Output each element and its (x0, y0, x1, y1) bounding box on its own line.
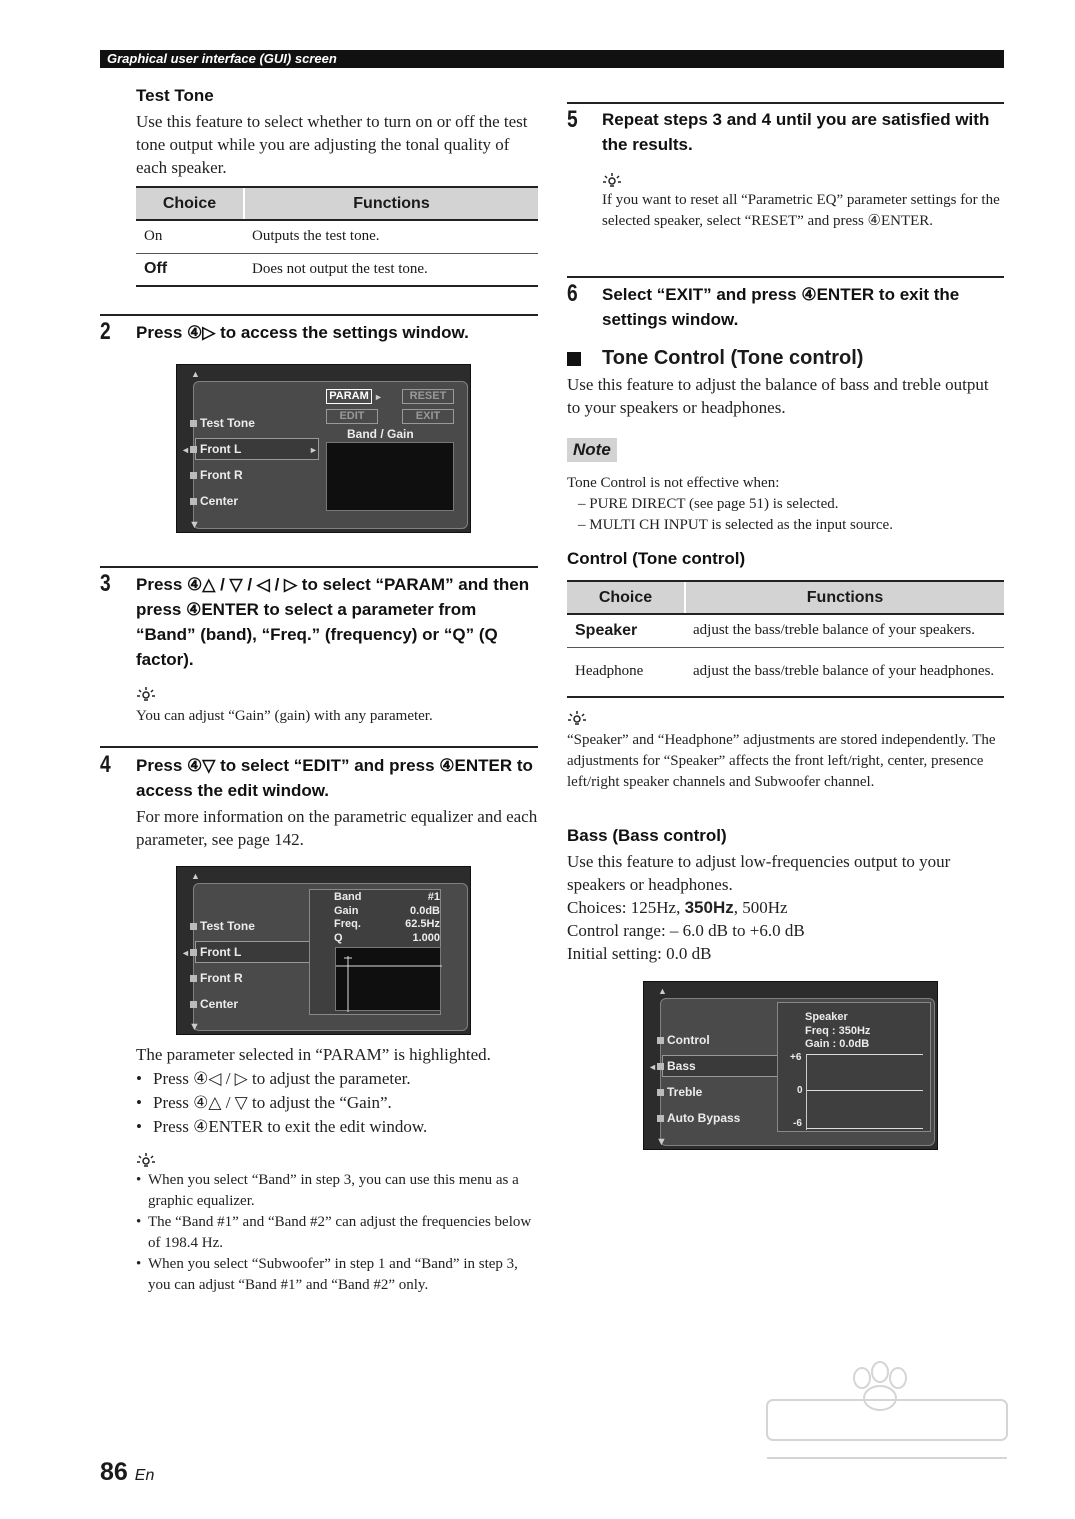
param-row: Gain 0.0dB (334, 904, 440, 917)
step-2-text: Press ④▷ to access the settings window. (136, 323, 469, 342)
note-list (578, 494, 1004, 536)
page-header (100, 50, 1004, 68)
step-3-text: Press ④△ / ▽ / ◁ / ▷ to select “PARAM” and then press ④ENTER to select a parameter from “Band” (band), “Freq.” (frequency) or “Q” (Q factor). (136, 575, 530, 669)
list-item: • When you select “Subwoofer” in step 1 and “Band” in step 3, you can adjust “Band #1” and “Band #2” only. (136, 1256, 518, 1293)
control-heading: Control (Tone control) (567, 549, 746, 568)
step-number: 3 (100, 570, 111, 597)
table-header-choice: Choice (567, 581, 685, 614)
graph-label: Band / Gain (347, 427, 414, 441)
param-list (334, 891, 440, 945)
eq-graph (326, 442, 454, 511)
scale-label: -6 (793, 1118, 802, 1129)
menu-item[interactable]: Front R (190, 971, 243, 985)
param-row: Q 1.000 (334, 931, 440, 944)
scroll-up-icon: ▲ (191, 871, 200, 881)
bass-range: Control range: – 6.0 dB to +6.0 dB (567, 921, 805, 940)
table-cell-function: adjust the bass/treble balance of your speakers. (685, 614, 1004, 647)
menu-item[interactable]: Center (190, 997, 238, 1011)
exit-button[interactable]: EXIT (402, 409, 454, 424)
list-item: • Press ④△ / ▽ to adjust the “Gain”. (136, 1093, 392, 1112)
edit-notes-intro: The parameter selected in “PARAM” is highlighted. (136, 1045, 491, 1064)
list-item: • Press ④ENTER to exit the edit window. (136, 1117, 428, 1136)
param-row: Band #1 (334, 891, 440, 903)
test-tone-description: Use this feature to select whether to turn on or off the test tone output while you are adjusting the tonal quality of each speaker. (136, 112, 528, 177)
bass-initial: Initial setting: 0.0 dB (567, 944, 712, 963)
menu-item[interactable]: Front R (190, 468, 243, 482)
step-number: 2 (100, 318, 111, 345)
step-rule (100, 314, 538, 316)
gui-screen-edit (176, 866, 471, 1035)
table-cell-choice: Speaker (567, 614, 685, 647)
menu-item[interactable]: Center (190, 494, 238, 508)
scroll-up-icon: ▲ (658, 986, 667, 996)
scale-label: +6 (790, 1052, 802, 1063)
step-rule (567, 276, 1004, 278)
step-rule (100, 566, 538, 568)
test-tone-table (136, 186, 538, 287)
menu-item[interactable]: Front L (190, 945, 241, 959)
note-label: Note (567, 438, 617, 462)
scroll-down-icon: ▼ (656, 1136, 667, 1148)
left-arrow-icon: ◄ (181, 948, 190, 958)
left-arrow-icon: ◄ (181, 445, 190, 455)
reset-button[interactable]: RESET (402, 389, 454, 404)
cursor-arrow-icon: ► (374, 392, 383, 402)
test-tone-heading: Test Tone (136, 86, 214, 105)
tip-icon (567, 710, 587, 726)
default-choice: 350Hz (684, 898, 734, 917)
tone-info: Speaker Freq : 350Hz Gain : 0.0dB (805, 1011, 871, 1050)
bass-heading: Bass (Bass control) (567, 826, 727, 845)
list-item: • When you select “Band” in step 3, you can use this menu as a graphic equalizer. (136, 1172, 519, 1209)
step-5-tip: If you want to reset all “Parametric EQ” parameter settings for the selected speaker, select “RESET” and press ④ENTER. (602, 192, 1000, 229)
control-table (567, 580, 1004, 698)
table-cell-choice: Off (136, 253, 244, 286)
step-6-text: Select “EXIT” and press ④ENTER to exit the settings window. (602, 285, 960, 329)
section-bullet-icon (567, 352, 581, 366)
table-cell-choice: On (136, 220, 244, 253)
list-item: • Press ④◁ / ▷ to adjust the parameter. (136, 1069, 411, 1088)
table-row (567, 647, 1004, 697)
scroll-down-icon: ▼ (189, 519, 200, 531)
table-cell-function: adjust the bass/treble balance of your headphones. (685, 647, 1004, 697)
tip-icon (136, 686, 156, 702)
table-cell-function: Outputs the test tone. (244, 220, 538, 253)
menu-item[interactable]: Front L (190, 442, 241, 456)
bass-description: Use this feature to adjust low-frequencies output to your speakers or headphones. (567, 852, 951, 894)
scale-label: 0 (797, 1085, 803, 1096)
tip-icon (136, 1152, 156, 1168)
menu-item[interactable]: Bass (657, 1059, 696, 1073)
left-arrow-icon: ◄ (648, 1062, 657, 1072)
table-header-functions: Functions (244, 187, 538, 220)
watermark-logo (762, 1360, 1012, 1480)
table-row (136, 220, 538, 253)
menu-item[interactable]: Test Tone (190, 919, 255, 933)
tone-control-heading: Tone Control (Tone control) (602, 347, 864, 369)
param-row: Freq. 62.5Hz (334, 918, 440, 930)
edit-button[interactable]: EDIT (326, 409, 378, 424)
note-text: Tone Control is not effective when: (567, 475, 780, 491)
list-item: – PURE DIRECT (see page 51) is selected. (578, 496, 839, 512)
menu-item[interactable]: Test Tone (190, 416, 255, 430)
step-3-tip: You can adjust “Gain” (gain) with any parameter. (136, 708, 433, 724)
step-number: 4 (100, 751, 111, 778)
step-4-description: For more information on the parametric equalizer and each parameter, see page 142. (136, 807, 538, 849)
table-cell-choice: Headphone (567, 647, 685, 697)
table-cell-function: Does not output the test tone. (244, 253, 538, 286)
list-item: • The “Band #1” and “Band #2” can adjust the frequencies below of 198.4 Hz. (136, 1214, 532, 1251)
bass-choices: Choices: 125Hz, 350Hz, 500Hz (567, 898, 788, 917)
step-rule (567, 102, 1004, 104)
gui-screen-tone (643, 981, 938, 1150)
param-button[interactable]: PARAM (326, 389, 372, 404)
edit-notes-list (136, 1067, 538, 1138)
step-5-text: Repeat steps 3 and 4 until you are satisfied with the results. (602, 110, 990, 154)
eq-curve (336, 948, 442, 1012)
menu-item[interactable]: Control (657, 1033, 710, 1047)
menu-item[interactable]: Treble (657, 1085, 702, 1099)
tone-control-description: Use this feature to adjust the balance of bass and treble output to your speakers or headphones. (567, 375, 989, 417)
menu-item[interactable]: Auto Bypass (657, 1111, 740, 1125)
right-arrow-icon: ► (309, 445, 318, 455)
header-title: Graphical user interface (GUI) screen (107, 51, 337, 66)
scroll-down-icon: ▼ (189, 1021, 200, 1033)
table-row (567, 614, 1004, 647)
page-number: 86 En (100, 1458, 155, 1486)
step-number: 6 (567, 280, 578, 307)
step-rule (100, 746, 538, 748)
gui-screen-settings (176, 364, 471, 533)
eq-curve-graph (335, 947, 441, 1011)
edit-tips-list (136, 1170, 538, 1296)
step-number: 5 (567, 106, 578, 133)
table-header-functions: Functions (685, 581, 1004, 614)
tone-scale-graph (806, 1054, 922, 1130)
control-tip: “Speaker” and “Headphone” adjustments are stored independently. The adjustments for “Speaker” affects the front left/right, center, presence left/right speaker channels and Subwoofer channel. (567, 732, 996, 790)
tip-icon (602, 172, 622, 188)
table-row (136, 253, 538, 286)
list-item: – MULTI CH INPUT is selected as the input source. (578, 517, 893, 533)
table-header-choice: Choice (136, 187, 244, 220)
scroll-up-icon: ▲ (191, 369, 200, 379)
step-4-text: Press ④▽ to select “EDIT” and press ④ENTER to access the edit window. (136, 756, 533, 800)
